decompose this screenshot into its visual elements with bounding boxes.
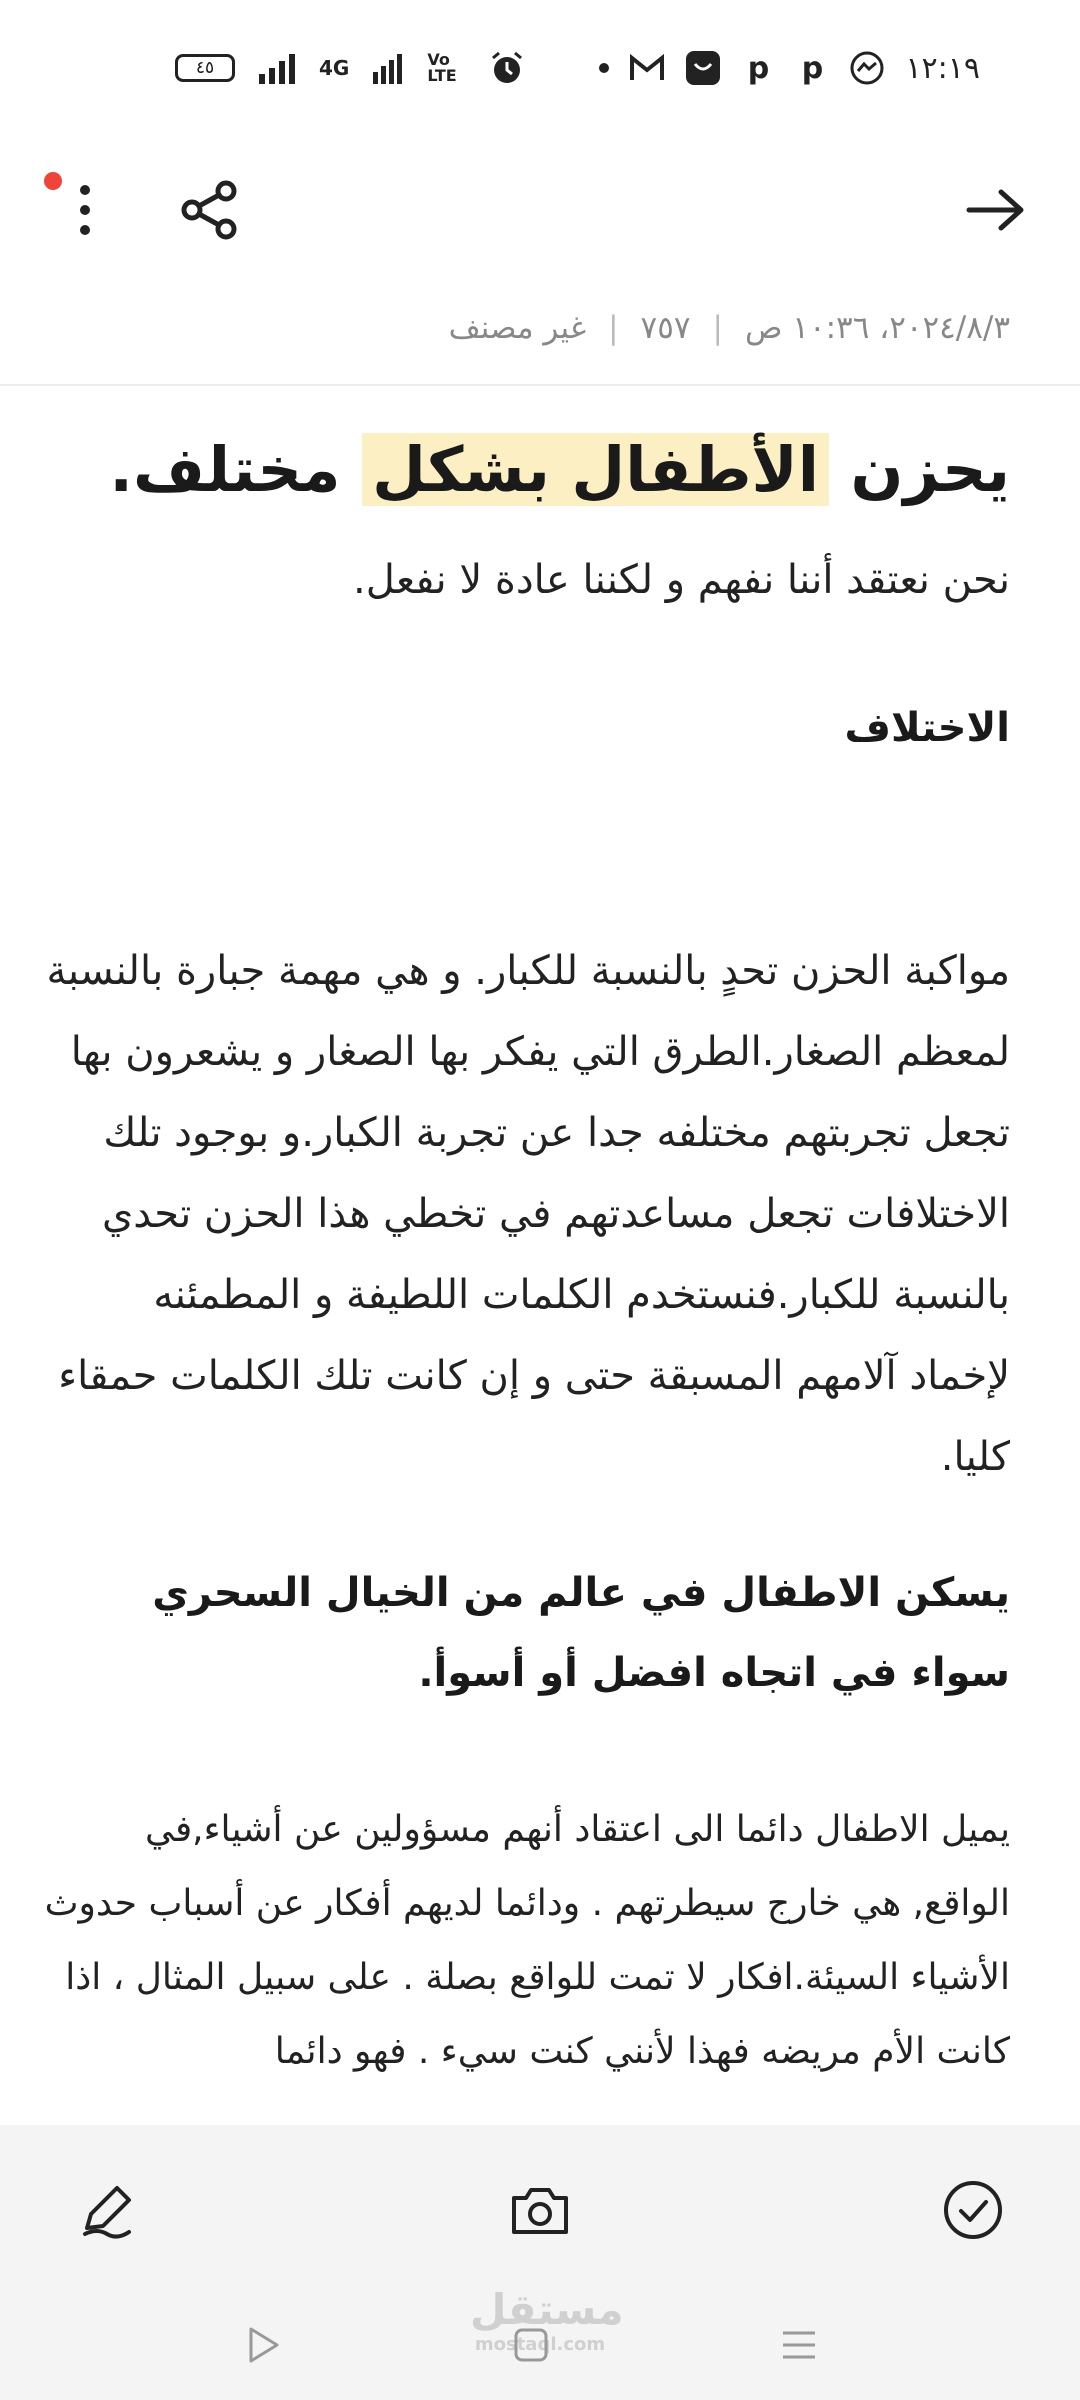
alarm-icon bbox=[489, 50, 525, 86]
app-notification-icon bbox=[685, 50, 721, 86]
app-bar bbox=[0, 160, 1080, 270]
meta-separator: | bbox=[712, 310, 723, 346]
pencil-icon bbox=[77, 2180, 137, 2240]
edit-button[interactable] bbox=[62, 2165, 152, 2255]
status-system-icons bbox=[175, 50, 525, 86]
note-category[interactable]: غير مصنف bbox=[448, 310, 587, 346]
back-button[interactable] bbox=[950, 165, 1040, 255]
signal-icon bbox=[257, 52, 297, 84]
header-divider bbox=[0, 384, 1080, 386]
paragraph-2: يميل الاطفال دائما الى اعتقاد أنهم مسؤولين عن أشياء,في الواقع, هي خارج سيطرتهم . ودائما لديهم أفكار عن أسباب حدوث الأشياء السيئة.افكار لا تمت للواقع بصلة . على سبيل المثال ، اذا كانت الأم مريضه فهذا لأنني كنت سيء . فهو دائما bbox=[44, 1809, 1010, 2072]
done-button[interactable] bbox=[928, 2165, 1018, 2255]
gmail-icon bbox=[629, 53, 665, 83]
more-notifications-dot bbox=[599, 63, 609, 73]
status-notifications bbox=[599, 50, 980, 86]
meta-separator: | bbox=[608, 310, 619, 346]
nav-recents-button[interactable] bbox=[764, 2310, 834, 2380]
arrow-right-icon bbox=[965, 188, 1025, 232]
share-icon bbox=[180, 180, 240, 240]
note-date: ٢٠٢٤/٨/٣، ١٠:٣٦ ص bbox=[744, 310, 1010, 346]
note-title[interactable] bbox=[40, 420, 1010, 520]
nav-back-button[interactable] bbox=[228, 2310, 298, 2380]
volte-icon: Vo LTE bbox=[427, 50, 457, 85]
messenger-icon bbox=[849, 50, 885, 86]
camera-icon bbox=[508, 2182, 572, 2238]
signal-icon-2 bbox=[371, 52, 405, 84]
paragraph-1: مواكبة الحزن تحدٍ بالنسبة للكبار. و هي مهمة جبارة بالنسبة لمعظم الصغار.الطرق التي يفكر بها الصغار و يشعرون بها تجعل تجربتهم مختلفه جدا عن تجربة الكبار.و بوجود تلك الاختلافات تجعل مساعدتهم في تخطي هذا الحزن تحدي بالنسبة للكبار.فنستخدم الكلمات اللطيفة و المطمئنه لإخماد آلامهم المسبقة حتى و إن كانت تلك الكلمات حمقاء كليا. bbox=[46, 948, 1010, 1480]
p-app-icon-2: p bbox=[801, 50, 824, 86]
battery-level: ٤٥ bbox=[195, 58, 215, 78]
note-meta bbox=[449, 310, 1010, 346]
watermark-latin: mostaql.com bbox=[474, 2334, 606, 2355]
status-bar bbox=[0, 0, 1080, 140]
clock: ١٢:١٩ bbox=[905, 50, 980, 86]
bottom-toolbar bbox=[0, 2125, 1080, 2400]
notification-badge bbox=[44, 172, 62, 190]
title-end: مختلف. bbox=[109, 433, 363, 506]
share-button[interactable] bbox=[165, 165, 255, 255]
watermark-arabic: مستقل bbox=[470, 2285, 624, 2334]
more-vertical-icon bbox=[75, 182, 95, 238]
title-start: يحزن bbox=[828, 433, 1010, 506]
camera-button[interactable] bbox=[495, 2165, 585, 2255]
note-body[interactable] bbox=[40, 420, 1010, 2089]
section-heading: الاختلاف bbox=[844, 705, 1010, 751]
network-4g-icon: 4G bbox=[319, 56, 350, 80]
bold-paragraph: يسكن الاطفال في عالم من الخيال السحري سواء في اتجاه افضل أو أسوأ. bbox=[152, 1570, 1010, 1696]
play-triangle-icon bbox=[243, 2325, 283, 2365]
p-app-icon: p bbox=[747, 50, 770, 86]
title-highlight: الأطفال بشكل bbox=[362, 433, 829, 506]
note-subtitle: نحن نعتقد أننا نفهم و لكننا عادة لا نفعل. bbox=[352, 557, 1010, 603]
check-circle-icon bbox=[941, 2178, 1005, 2242]
battery-icon bbox=[175, 54, 235, 82]
note-char-count: ٧٥٧ bbox=[640, 310, 691, 346]
square-icon bbox=[511, 2325, 551, 2365]
menu-lines-icon bbox=[779, 2325, 819, 2365]
nav-home-button[interactable] bbox=[496, 2310, 566, 2380]
